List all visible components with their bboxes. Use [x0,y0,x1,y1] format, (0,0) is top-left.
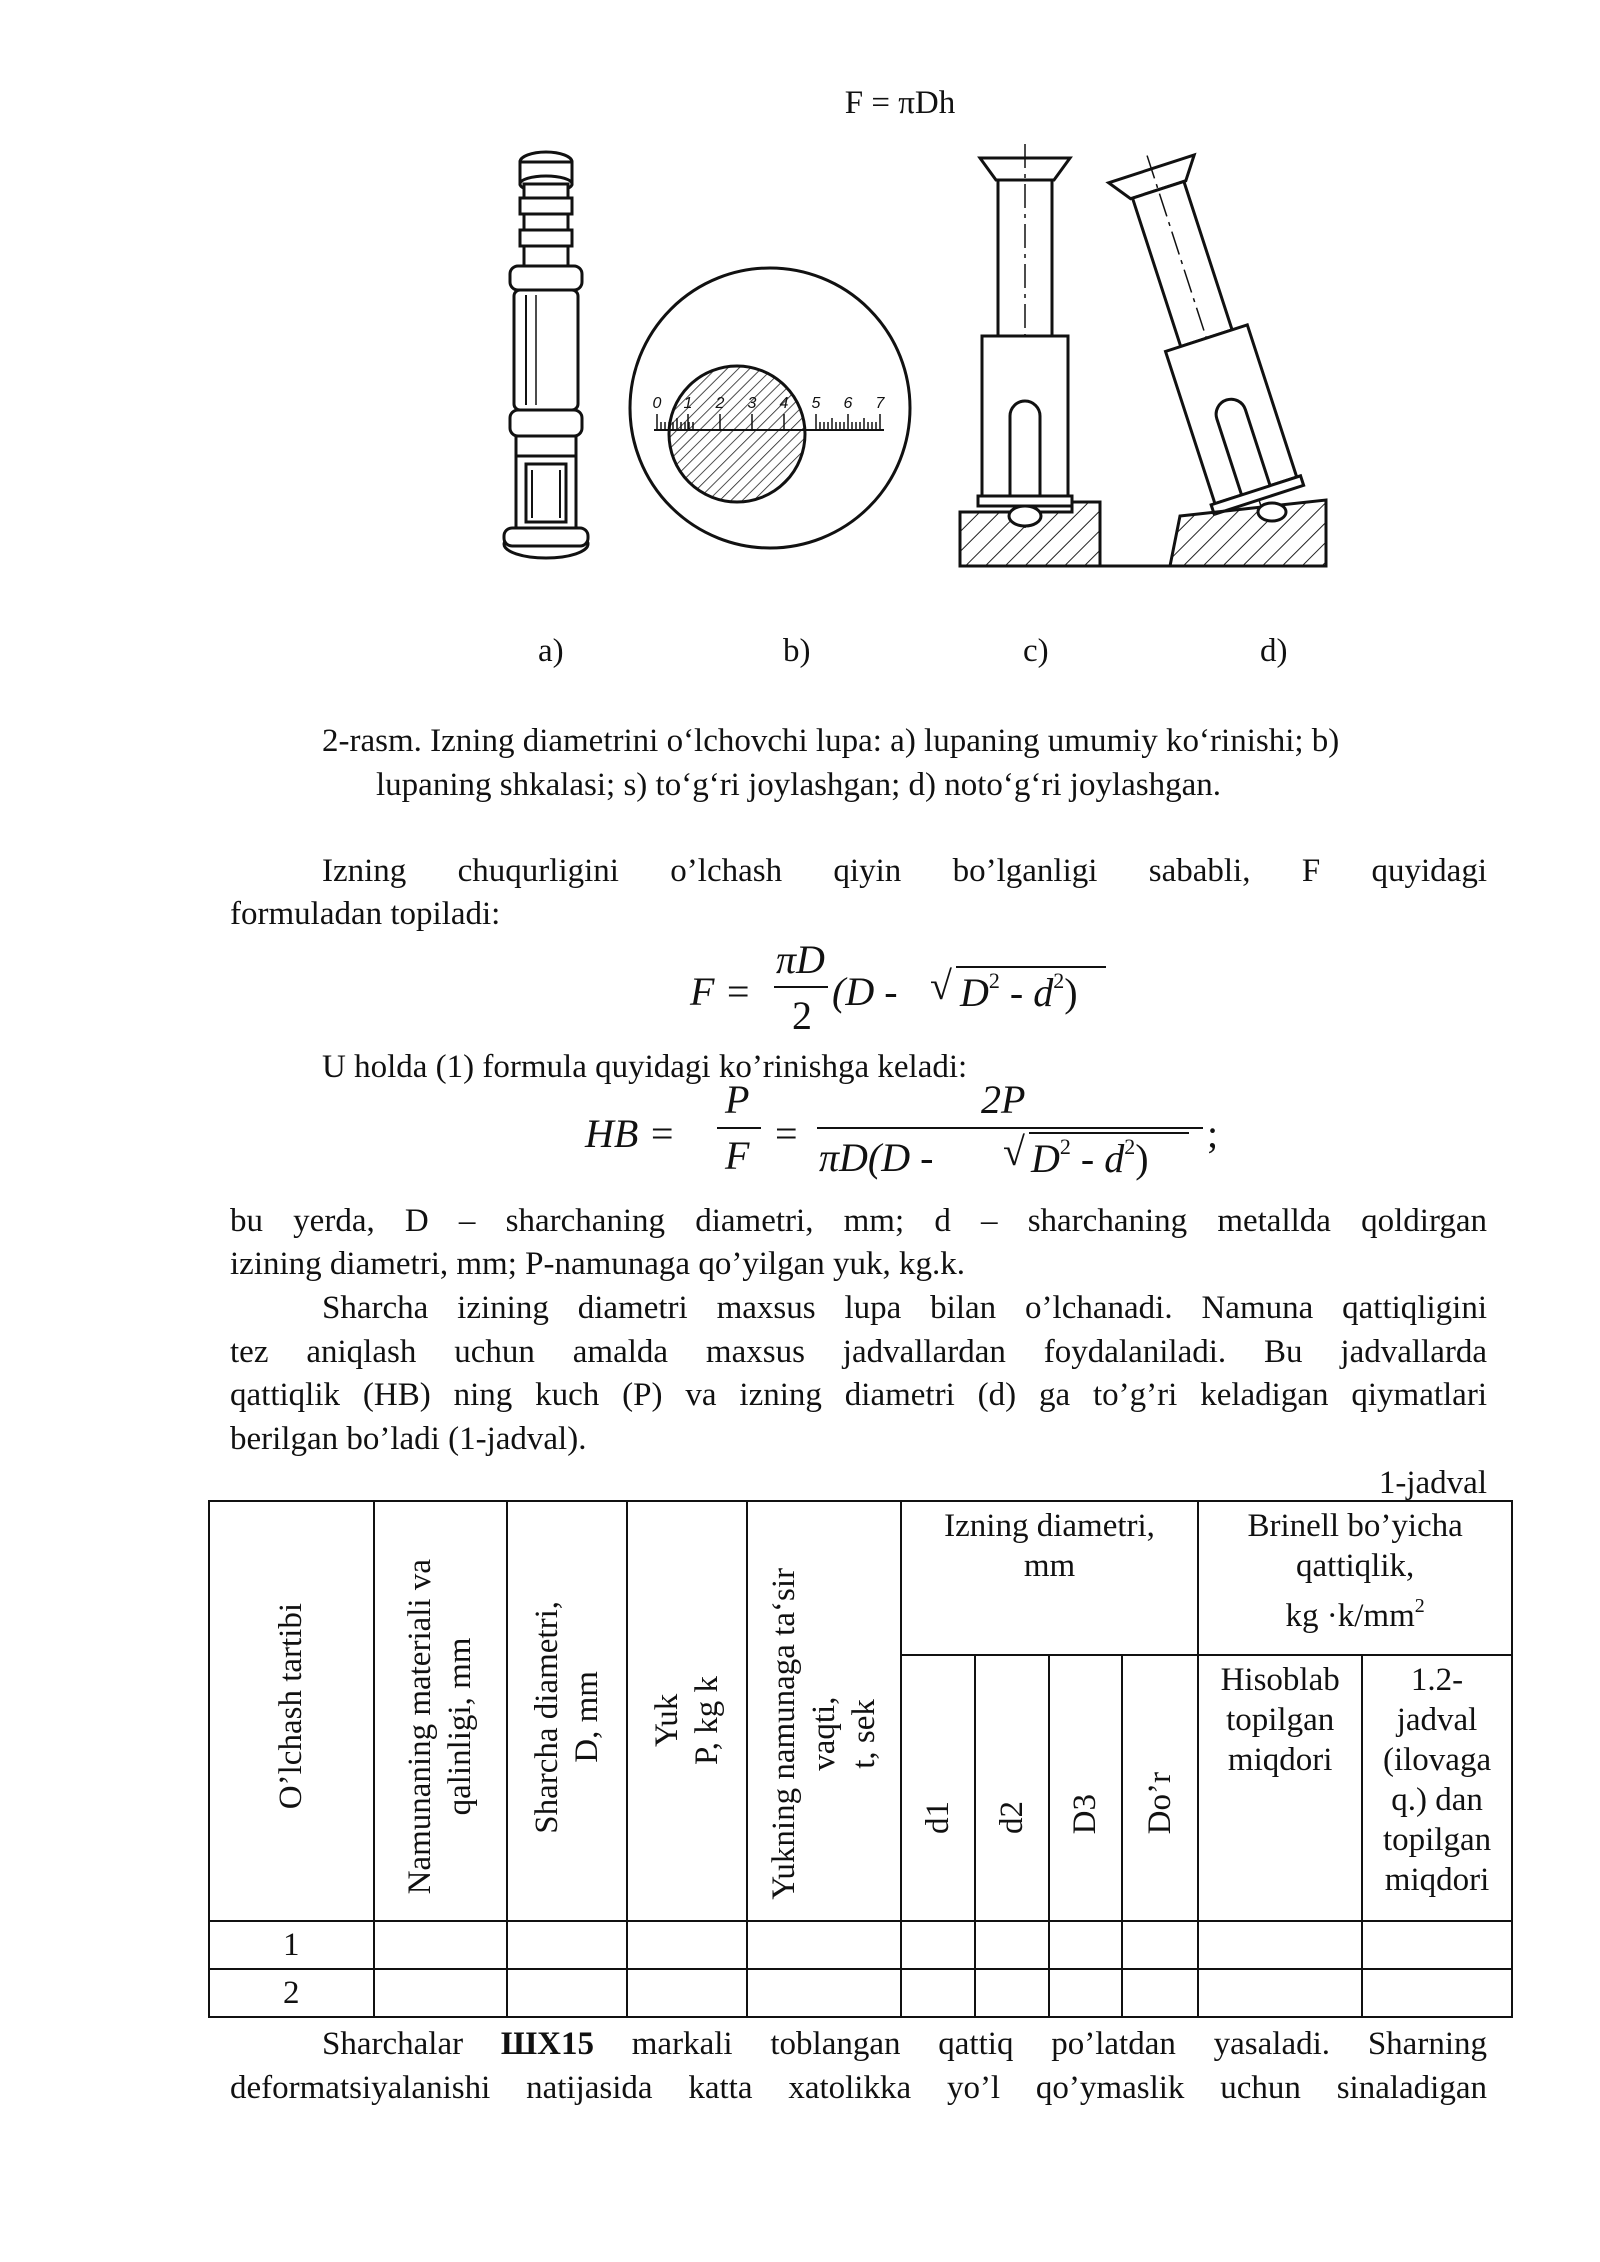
sqrt-sign: √ [930,963,952,1008]
paragraph-4-line2: tez aniqlash uchun amalda maxsus jadvallardan foydalaniladi. Bu jadvallarda [230,1334,1487,1370]
hb-eq: = [775,1111,798,1156]
scale-number: 2 [715,395,725,412]
header-davg [1122,1655,1198,1921]
table-cell [747,1969,901,2017]
paragraph-3-line2: izining diametri, mm; P-namunaga qo’yilgan yuk, kg.k. [230,1246,966,1282]
header-d1-text: d1 [919,1801,956,1834]
fraction-bar [774,986,828,988]
incorrect-placement-drawing [1102,141,1326,566]
figure-caption-line1: 2-rasm. Izning diametrini o‘lchovchi lupa: a) lupaning umumiy ko‘rinishi; b) [322,723,1340,759]
scale-number: 5 [811,395,821,412]
exponent: 2 [1059,1134,1071,1159]
header-imprint-diameter: Izning diametri, mm [901,1501,1198,1655]
header-material [374,1501,508,1921]
paragraph-5-text: Sharchalar [322,2026,501,2062]
header-ball-diameter [507,1501,627,1921]
hb-num1: P [725,1077,750,1122]
row-number: 1 [209,1921,374,1969]
scale-number: 6 [843,395,853,412]
hb-den2: πD(D - [819,1135,934,1180]
figure-label-c: c) [1023,633,1049,669]
header-brinell-text: Brinell bo’yicha qattiqlik, kg ·k/mm [1247,1508,1463,1634]
paragraph-3-line1: bu yerda, D – sharchaning diametri, mm; d – sharchaning metallda qoldirgan [230,1203,1487,1239]
paragraph-5-line1 [322,2023,1487,2066]
table-cell [374,1969,508,2017]
figure-drawing [480,140,1350,580]
paragraph-1-line1: Izning chuqurligini o’lchash qiyin bo’lganligi sababli, F quyidagi [322,853,1487,889]
close-paren: ) [1064,970,1078,1015]
header-load-text: Yuk P, kg k [649,1676,726,1765]
magnifier-device-drawing [504,152,588,558]
scale-number: 1 [683,395,693,412]
table-cell [1049,1969,1123,2017]
table-cell [747,1921,901,1969]
exponent: 2 [1124,1134,1136,1159]
scale-number: 0 [652,395,662,412]
table-row [209,1921,1512,1969]
paragraph-1-line2: formuladan topiladi: [230,896,501,932]
table-cell [1122,1921,1198,1969]
row-number: 2 [209,1969,374,2017]
paragraph-4-line3: qattiqlik (HB) ning kuch (P) va izning diametri (d) ga to’g’ri keladigan qiymatlari [230,1377,1487,1413]
figure-label-b: b) [783,633,811,669]
header-ball-diameter-text: Sharcha diametri, D, mm [529,1601,606,1834]
paragraph-5-line2: deformatsiyalanishi natijasida katta xatolikka yo’l qo’ymaslik uchun sinaladigan [230,2070,1487,2106]
header-d3-text: D3 [1067,1793,1104,1834]
figure-label-d: d) [1260,633,1288,669]
lupa-scale-drawing [630,268,910,548]
close-paren: ) [1135,1136,1149,1181]
table-cell [507,1969,627,2017]
scale-number: 7 [875,395,885,412]
figure-label-a: a) [538,633,564,669]
table-cell [1362,1969,1512,2017]
table-cell [1198,1921,1362,1969]
hb-radicand [1031,1134,1149,1182]
scale-number: 3 [747,395,757,412]
steel-grade: ШХ15 [500,2026,594,2062]
paragraph-4-line4: berilgan bo’ladi (1-jadval). [230,1421,587,1457]
formula-radicand [960,968,1078,1016]
exponent: 2 [1053,968,1065,993]
header-time [747,1501,901,1921]
header-d2 [975,1655,1049,1921]
radicand-minus-d: - d [999,970,1054,1015]
header-from-table: 1.2- jadval (ilovaga q.) dan topilgan miqdori [1362,1655,1512,1921]
header-order-text: O’lchash tartibi [273,1602,310,1810]
header-brinell [1198,1501,1512,1655]
table-cell [1198,1969,1362,2017]
table-row [209,1969,1512,2017]
hb-den1: F [725,1133,750,1178]
scale-number: 4 [779,395,789,412]
table-cell [1049,1921,1123,1969]
formula-area [690,937,1140,1045]
formula-lhs: F = [690,969,752,1014]
sqrt-sign: √ [1003,1129,1025,1174]
table-cell [374,1921,508,1969]
figure-caption-line2: lupaning shkalasi; s) to‘g‘ri joylashgan; d) noto‘g‘ri joylashgan. [376,767,1222,803]
paragraph-2: U holda (1) formula quyidagi ko’rinishga keladi: [322,1049,968,1085]
paragraph-5-text: markali toblangan qattiq po’latdan yasaladi. Sharning [593,2026,1487,2062]
hb-num2: 2P [981,1077,1026,1122]
table-cell [975,1921,1049,1969]
header-d2-text: d2 [993,1801,1030,1834]
table-cell [901,1969,975,2017]
exponent: 2 [988,968,1000,993]
fraction-bar [717,1127,761,1129]
formula-body: (D - [832,969,898,1014]
table-caption: 1-jadval [1378,1465,1487,1501]
formula-numerator: πD [776,937,825,982]
measurement-table [208,1500,1513,2018]
table-cell [627,1921,747,1969]
header-load [627,1501,747,1921]
paragraph-4-line1: Sharcha izining diametri maxsus lupa bilan o’lchanadi. Namuna qattiqligini [322,1290,1487,1326]
header-davg-text: Do’r [1142,1771,1179,1834]
header-calculated: Hisoblab topilgan miqdori [1198,1655,1362,1921]
top-formula: F = πDh [844,85,956,121]
table-cell [975,1969,1049,2017]
header-d3 [1049,1655,1123,1921]
table-cell [1122,1969,1198,2017]
header-material-text: Namunaning materiali va qalinligi, mm [402,1558,479,1894]
hb-lhs: HB = [585,1111,676,1156]
header-d1 [901,1655,975,1921]
table-cell [507,1921,627,1969]
formula-denominator: 2 [792,993,812,1038]
table-cell [901,1921,975,1969]
semicolon: ; [1207,1111,1219,1156]
header-order [209,1501,374,1921]
formula-hb [585,1077,1245,1194]
table-cell [627,1969,747,2017]
radicand-D: D [1031,1136,1060,1181]
radicand-minus-d: - d [1070,1136,1125,1181]
figure [480,140,1350,580]
radicand-D: D [960,970,989,1015]
table-cell [1362,1921,1512,1969]
header-time-text: Yukning namunaga ta‘sir vaqti, t, sek [765,1568,882,1900]
brinell-unit-exponent: 2 [1414,1595,1425,1617]
